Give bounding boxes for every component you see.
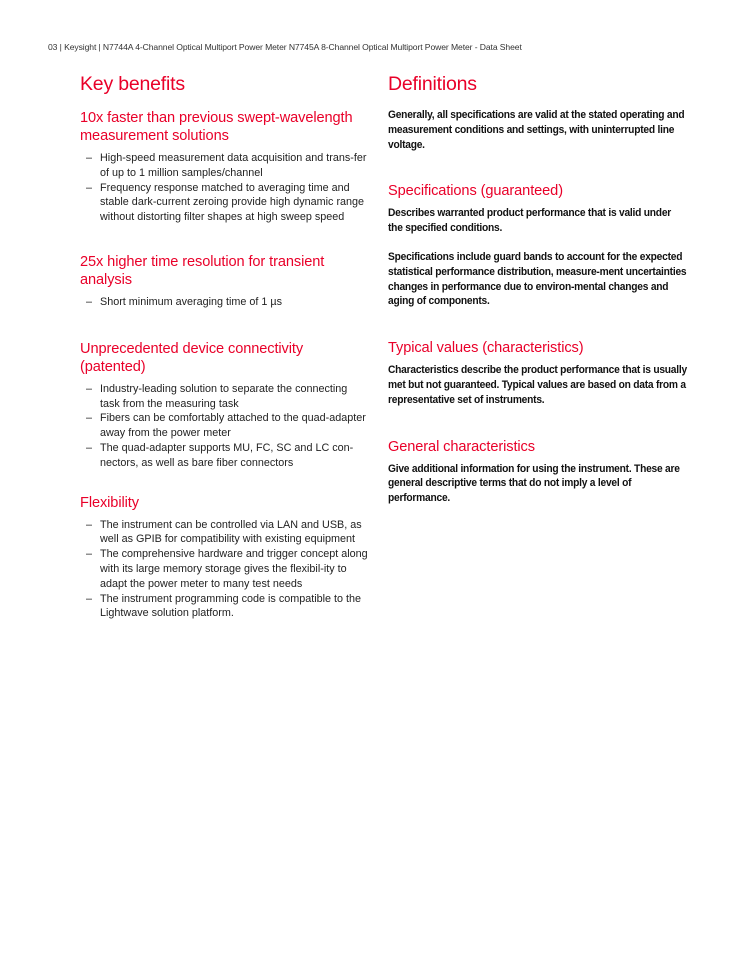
benefit-list: [80, 295, 370, 310]
benefit-heading: 25x higher time resolution for transient analysis: [80, 253, 325, 288]
definition-heading: Specifications (guaranteed): [388, 183, 563, 200]
benefit-heading: 10x faster than previous swept-wavelength measurement solutions: [80, 110, 353, 144]
definition-section: [388, 339, 688, 407]
list-item: – High-speed measurement data acquisition and trans-fer of up to 1 million samples/channel: [86, 152, 367, 179]
benefit-list: [80, 382, 370, 471]
list-item: – The comprehensive hardware and trigger concept along with its large memory storage gives the flexibil-ity to adapt the power meter to many test needs: [86, 548, 368, 590]
benefit-section: [80, 494, 370, 622]
list-item: – Industry-leading solution to separate the connecting task from the measuring task: [86, 382, 348, 410]
key-benefits-column: [80, 72, 370, 621]
benefit-heading: Unprecedented device connectivity (patented): [80, 340, 304, 375]
definition-paragraph: Describes warranted product performance that is valid under the specified conditions.: [388, 207, 672, 235]
page-header: 03 | Keysight | N7744A 4-Channel Optical Multiport Power Meter N7745A 8-Channel Optical Multiport Power Meter - Data Sheet: [48, 42, 522, 52]
definitions-column: [388, 72, 688, 506]
definition-paragraph: Give additional information for using the instrument. These are general descriptive terms that do not imply a level of performance.: [388, 462, 680, 505]
benefit-section: [80, 340, 370, 471]
definition-paragraph: Characteristics describe the product performance that is usually met but not guaranteed. Typical values are based on data from a representative set of instruments.: [388, 364, 687, 406]
definition-section: [388, 438, 688, 506]
definition-heading: Typical values (characteristics): [388, 340, 584, 357]
benefit-list: [80, 151, 370, 225]
definition-section: [388, 182, 688, 309]
definitions-intro: Generally, all specifications are valid at the stated operating and measurement conditions and settings, with uninterrupted line voltage.: [388, 109, 685, 151]
benefit-section: [80, 253, 370, 310]
list-item: – The instrument can be controlled via LAN and USB, as well as GPIB for compatibility with existing equipment: [86, 518, 362, 546]
definition-heading: General characteristics: [388, 438, 535, 455]
benefit-list: [80, 518, 370, 622]
benefit-section: [80, 109, 370, 225]
list-item: – The quad-adapter supports MU, FC, SC and LC con-nectors, as well as bare fiber connectors: [86, 441, 354, 469]
list-item: – Frequency response matched to averaging time and stable dark-current zeroing provide high dynamic range without distorting filter shapes at high sweep speed: [86, 181, 365, 224]
list-item: – The instrument programming code is compatible to the Lightwave solution platform.: [86, 592, 362, 620]
definition-paragraph: Specifications include guard bands to account for the expected statistical performance distribution, measure-ment uncertainties changes in performance due to environ-mental changes and aging of components.: [388, 250, 687, 308]
list-item: – Fibers can be comfortably attached to the quad-adapter away from the power meter: [86, 412, 366, 440]
benefit-heading: Flexibility: [80, 494, 139, 511]
list-item: – Short minimum averaging time of 1 µs: [86, 295, 283, 308]
key-benefits-title: Key benefits: [80, 73, 185, 95]
definitions-title: Definitions: [388, 73, 477, 95]
